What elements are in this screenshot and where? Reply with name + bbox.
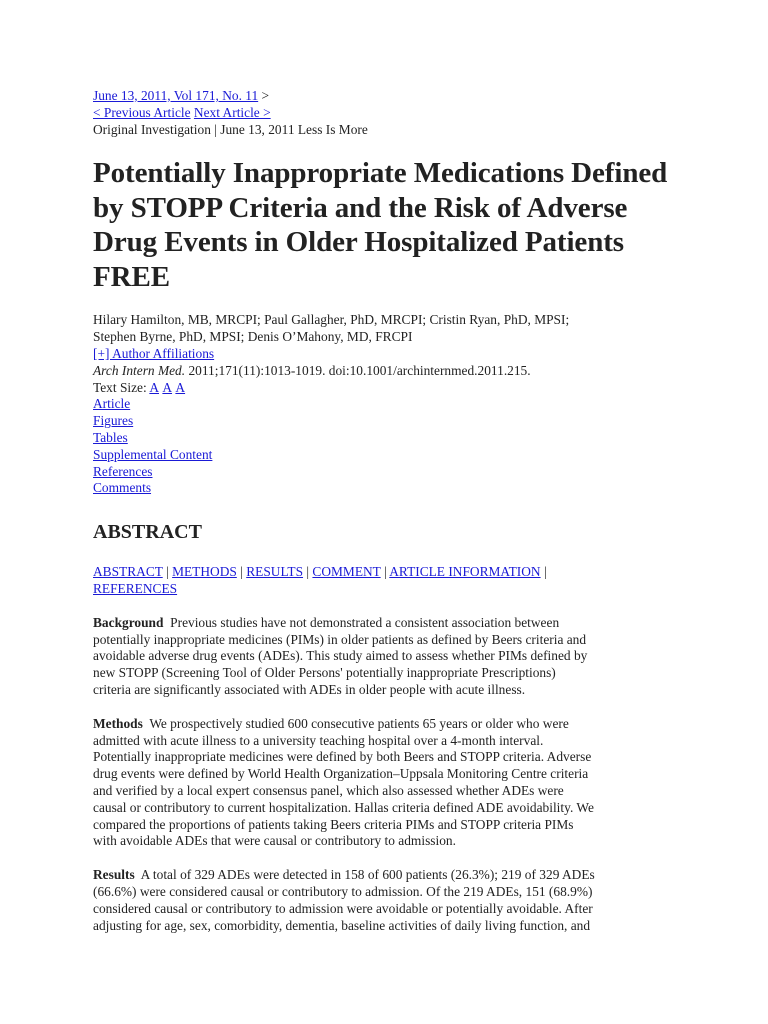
nav-references-link[interactable]: References [93,463,153,479]
section-nav [93,564,683,598]
nav-article-link[interactable]: Article [93,396,131,412]
article-title: Potentially Inappropriate Medications Defined by STOPP Criteria and the Risk of Adverse Drug Events in Older Hospitalized Patients FREE [93,157,668,293]
methods-line: We prospectively studied 600 consecutive patients 65 years or older who were [149,715,569,731]
section-references-link[interactable]: REFERENCES [93,580,178,596]
author-affiliations-link[interactable]: [+] Author Affiliations [93,345,215,361]
section-results-link[interactable]: RESULTS [246,564,304,580]
citation [93,363,683,380]
background-line: potentially inappropriate medicines (PIMs) in older patients as defined by Beers criteria and [93,631,587,647]
text-size-control [93,380,683,397]
methods-line: Potentially inappropriate medicines were defined by both Beers and STOPP criteria. Adverse [93,749,592,765]
section-methods-link[interactable]: METHODS [172,564,237,580]
background-paragraph [93,615,683,699]
background-line: new STOPP (Screening Tool of Older Persons' potentially inappropriate Prescriptions) [93,665,556,681]
results-paragraph [93,867,683,934]
article-page [93,88,683,951]
section-separator: | [162,564,173,580]
background-line: avoidable adverse drug events (ADEs). This study aimed to assess whether PIMs defined by [93,648,588,664]
background-label: Background [93,614,164,630]
abstract-heading: ABSTRACT [93,521,202,544]
background-line: Previous studies have not demonstrated a consistent association between [170,614,560,630]
issue-link-suffix: > [258,88,270,103]
issue-header [93,88,683,138]
methods-line: admitted with acute illness to a university teaching hospital over a 4-month interval. [93,732,544,748]
nav-tables-link[interactable]: Tables [93,429,128,445]
methods-line: compared the proportions of patients taking Beers criteria PIMs and STOPP criteria PIMs [93,816,574,832]
methods-line: causal or contributory to current hospitalization. Hallas criteria defined ADE avoidability. We [93,799,594,815]
results-line: adjusting for age, sex, comorbidity, dementia, baseline activities of daily living function, and [93,917,591,933]
previous-article-link[interactable]: < Previous Article [93,104,191,120]
results-label: Results [93,867,135,883]
nav-comments-link[interactable]: Comments [93,480,152,496]
issue-link[interactable]: June 13, 2011, Vol 171, No. 11 [93,88,259,103]
methods-line: and verified by a local expert consensus panel, which also assessed whether ADEs were [93,782,564,798]
nav-figures-link[interactable]: Figures [93,413,134,429]
authors-line-2: Stephen Byrne, PhD, MPSI; Denis O’Mahony, MD, FRCPI [93,329,413,345]
text-size-large[interactable]: A [175,379,186,395]
section-separator: | [540,564,547,580]
section-article-information-link[interactable]: ARTICLE INFORMATION [389,564,541,580]
section-separator: | [303,564,313,580]
author-list [93,312,683,396]
methods-line: drug events were defined by World Health Organization–Uppsala Monitoring Centre criteria [93,766,589,782]
methods-label: Methods [93,715,143,731]
text-size-small[interactable]: A [149,379,160,395]
article-meta: Original Investigation | June 13, 2011 Less Is More [93,121,368,137]
nav-supplemental-link[interactable]: Supplemental Content [93,446,213,462]
text-size-medium[interactable]: A [162,379,173,395]
results-line: (66.6%) were considered causal or contributory to admission. Of the 219 ADEs, 151 (68.9%) [93,883,593,899]
text-size-label: Text Size: [93,379,150,395]
section-separator: | [236,564,247,580]
methods-line: with avoidable ADEs that were causal or contributory to admission. [93,833,456,849]
citation-details: 2011;171(11):1013-1019. doi:10.1001/archinternmed.2011.215. [185,362,531,378]
background-line: criteria are significantly associated with ADEs in older people with acute illness. [93,681,526,697]
section-separator: | [380,564,390,580]
section-abstract-link[interactable]: ABSTRACT [93,564,163,580]
authors-line-1: Hilary Hamilton, MB, MRCPI; Paul Gallagher, PhD, MRCPI; Cristin Ryan, PhD, MPSI; [93,312,570,328]
next-article-link[interactable]: Next Article > [193,104,271,120]
results-line: A total of 329 ADEs were detected in 158 of 600 patients (26.3%); 219 of 329 ADEs [140,867,595,883]
journal-name: Arch Intern Med. [93,362,186,378]
article-nav [93,396,683,497]
results-line: considered causal or contributory to admission were avoidable or potentially avoidable. After [93,900,593,916]
methods-paragraph [93,716,683,850]
section-comment-link[interactable]: COMMENT [312,564,381,580]
